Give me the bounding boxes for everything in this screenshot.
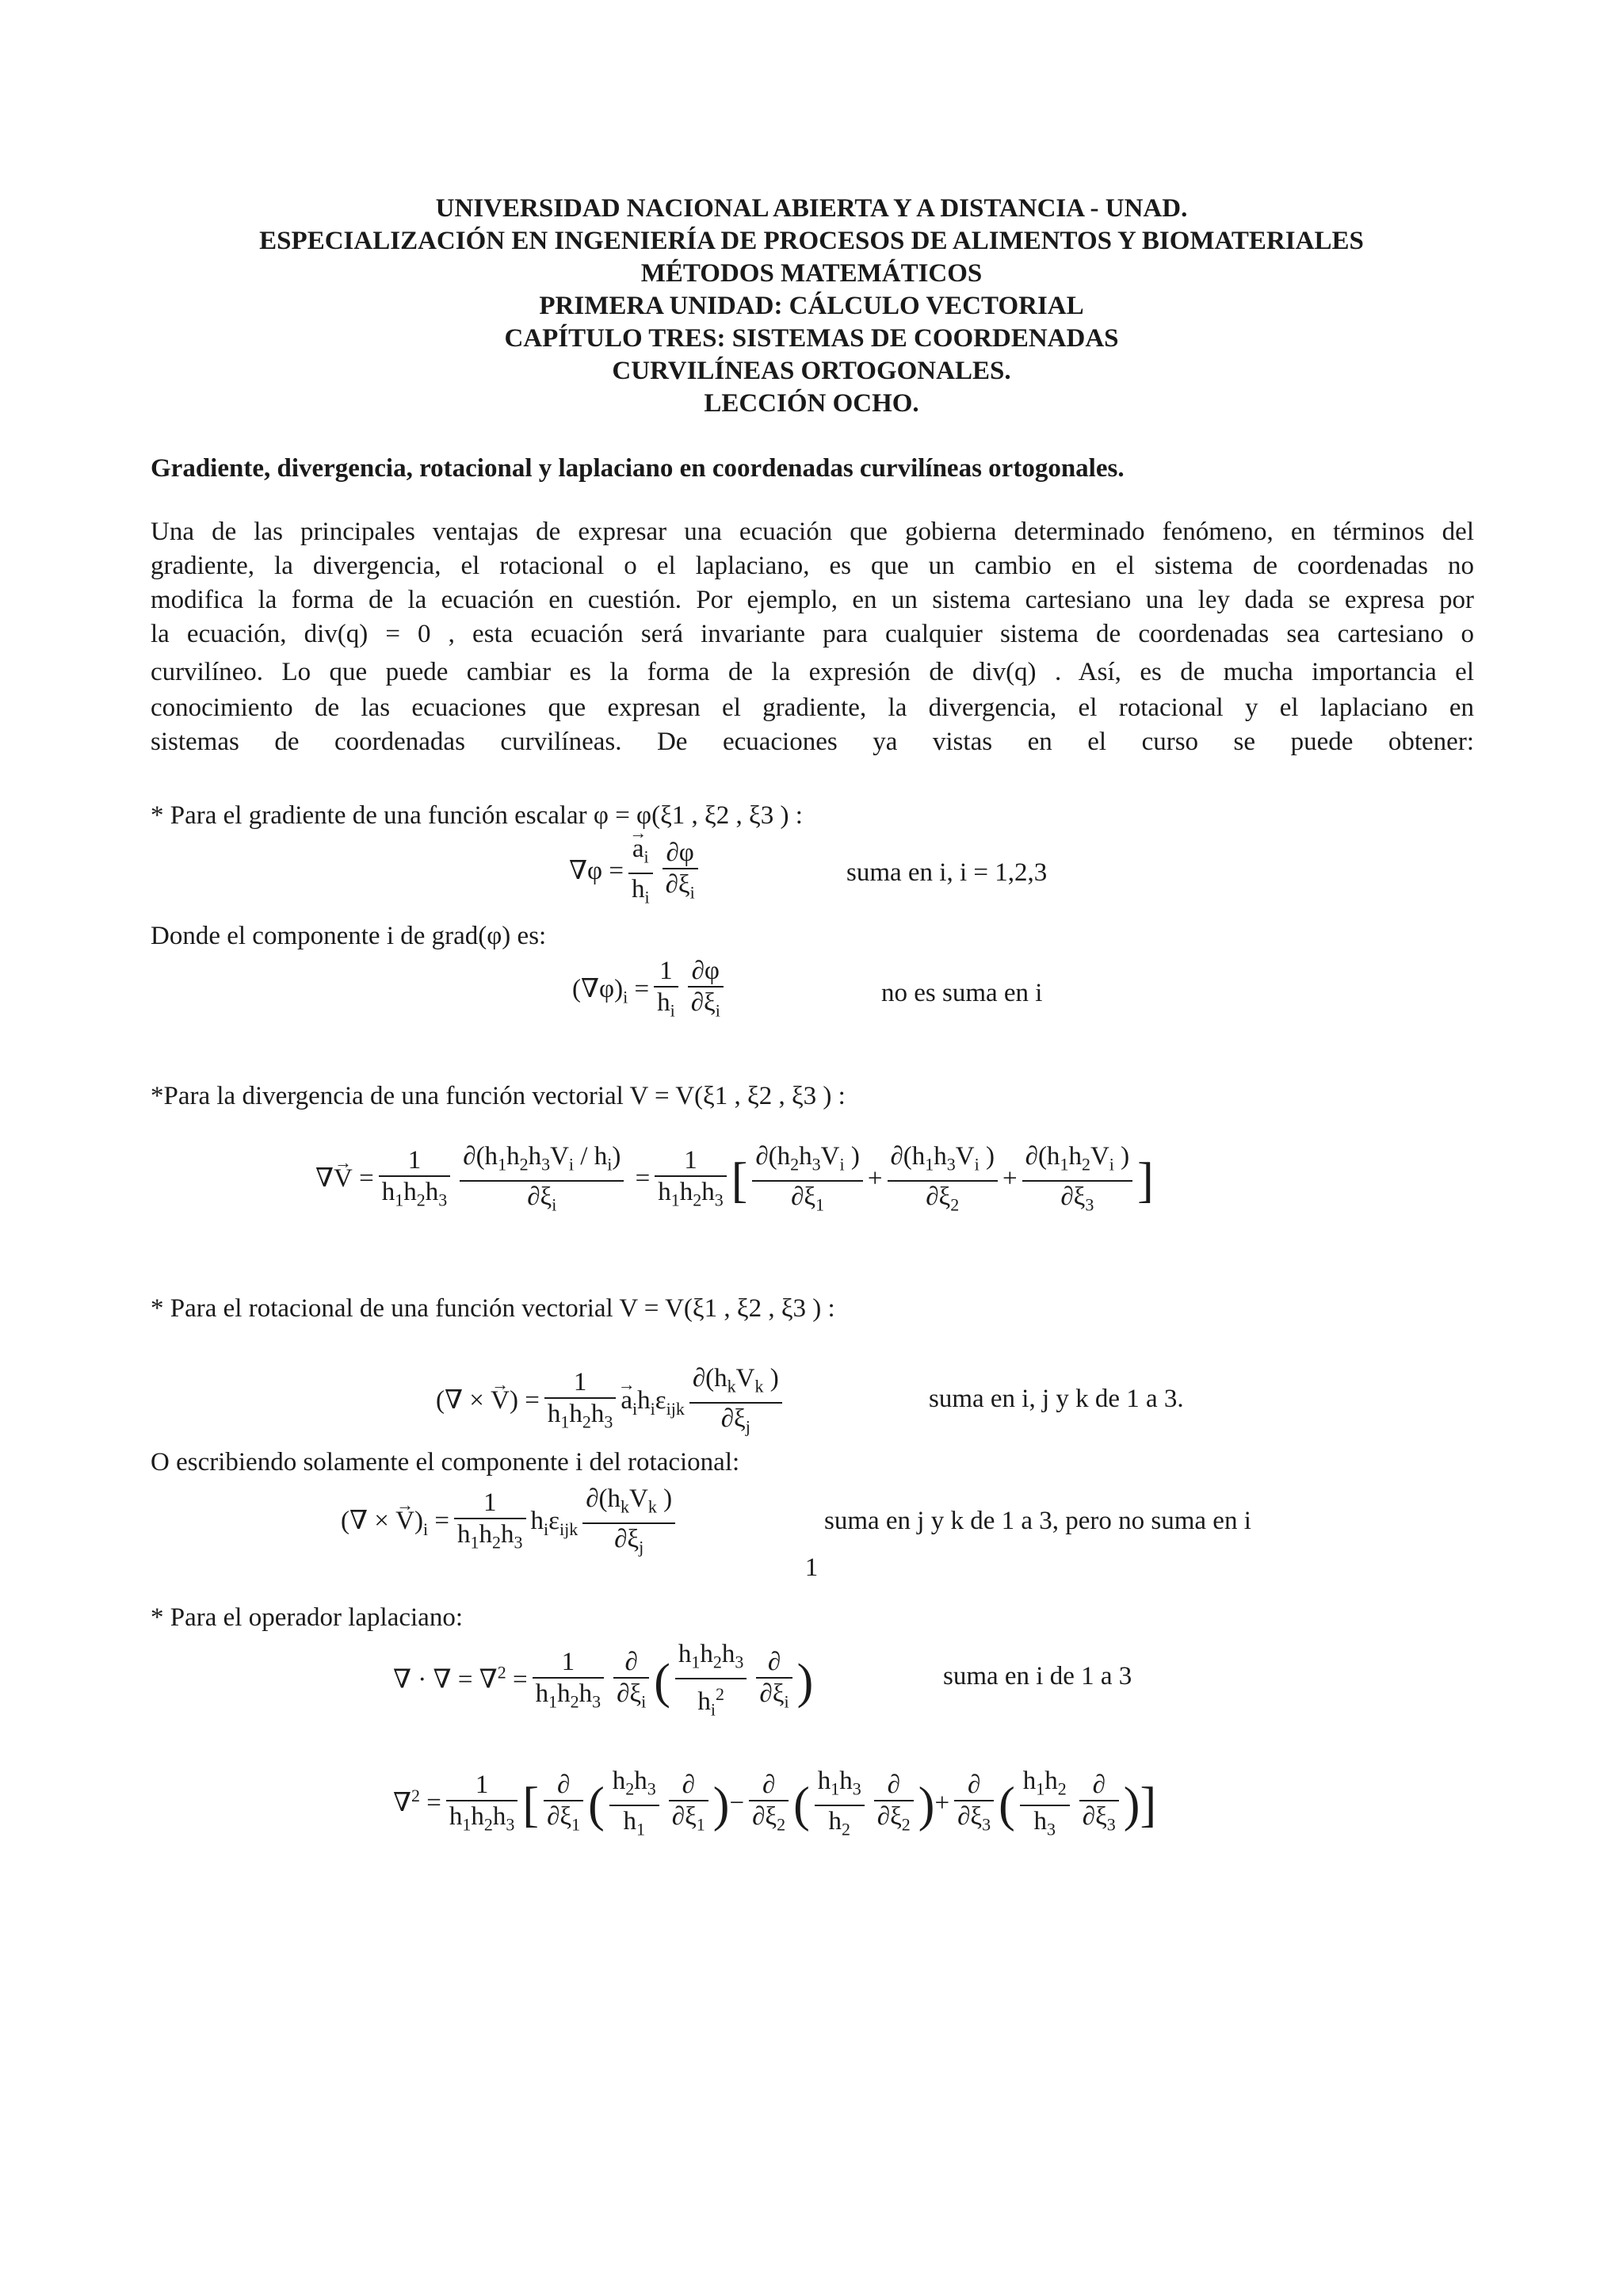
- laplacian-intro: * Para el operador laplaciano:: [151, 1603, 463, 1632]
- curl-component-intro: O escribiendo solamente el componente i del rotacional:: [151, 1448, 740, 1477]
- header-line-7: LECCIÓN OCHO.: [704, 389, 919, 418]
- gradient-eq1-note: suma en i, i = 1,2,3: [846, 858, 1048, 887]
- intro-line-1: Una de las principales ventajas de expresar una ecuación que gobierna determinado fenómeno, en términos del: [151, 518, 1474, 546]
- curl-equation: (∇ × → V) = $\frac{1}{h_1h_2h_3}$ → $a_ih_i\varepsilon_{ijk}$ $\frac{\partial(h_kV_k )}{\partial\xi_j}$: [436, 1363, 787, 1442]
- header-line-4: PRIMERA UNIDAD: CÁLCULO VECTORIAL: [539, 292, 1084, 320]
- gradient-component-intro: Donde el componente i de grad(φ) es:: [151, 922, 547, 950]
- intro-line-5: curvilíneo. Lo que puede cambiar es la forma de la expresión de div(q) . Así, es de mucha importancia el: [151, 658, 1474, 686]
- laplacian-equation: ∇ · ∇ = ∇$^2$ = $\frac{1}{h_1h_2h_3}$ $\frac{\partial}{\partial\xi_i}$ ( $\frac{h_1h_2h_3}{h_i^2}$ $\frac{\partial}{\partial\xi_i}$ ): [393, 1640, 814, 1720]
- curl-component-equation: (∇ × → $V)_i$ = $\frac{1}{h_1h_2h_3}$ $h_i\varepsilon_{ijk}$ $\frac{\partial(h_kV_k )}{\partial\xi_j}$: [341, 1484, 680, 1562]
- section-title: Gradiente, divergencia, rotacional y laplaciano en coordenadas curvilíneas ortogonales.: [151, 454, 1125, 483]
- page-number: 1: [804, 1553, 819, 1582]
- curl-eq1-note: suma en i, j y k de 1 a 3.: [929, 1385, 1184, 1413]
- header-line-2: ESPECIALIZACIÓN EN INGENIERÍA DE PROCESOS DE ALIMENTOS Y BIOMATERIALES: [259, 227, 1364, 255]
- gradient-eq2-note: no es suma en i: [881, 979, 1043, 1007]
- intro-line-6: conocimiento de las ecuaciones que expresan el gradiente, la divergencia, el rotacional y el laplaciano en: [151, 693, 1474, 722]
- header-line-3: MÉTODOS MATEMÁTICOS: [640, 259, 983, 288]
- gradient-intro: * Para el gradiente de una función escalar φ = φ(ξ1 , ξ2 , ξ3 ) :: [151, 801, 803, 830]
- gradient-equation: ∇φ = → $\frac{a_i}{h_i}$ $\frac{\partial\varphi}{\partial\xi_i}$: [569, 834, 703, 912]
- laplacian-expanded-equation: ∇$^2$ = $\frac{1}{h_1h_2h_3}$ [ $\frac{\partial}{\partial\xi_1}$ ( $\frac{h_2h_3}{h_1}$ $\frac{\partial}{\partial\xi_1}$ )− $\frac{\partial}{\partial\xi_2}$ ( $\frac{h_1h_3}{h_2}$ $\frac{\partial}{\partial\xi_2}$ )+ $\frac{\partial}{\partial\xi_3}$ ( $\frac{h_1h_2}{h_3}$ $\frac{\partial}{\partial\xi_3}$ )]: [393, 1767, 1157, 1839]
- intro-line-4: la ecuación, div(q) = 0 , esta ecuación será invariante para cualquier sistema de coordenadas sea cartesiano o: [151, 620, 1474, 648]
- header-line-5: CAPÍTULO TRES: SISTEMAS DE COORDENADAS: [504, 324, 1119, 353]
- intro-line-7: sistemas de coordenadas curvilíneas. De ecuaciones ya vistas en el curso se puede obtener:: [151, 728, 1474, 756]
- curl-intro: * Para el rotacional de una función vectorial V = V(ξ1 , ξ2 , ξ3 ) :: [151, 1294, 835, 1323]
- curl-eq2-note: suma en j y k de 1 a 3, pero no suma en i: [824, 1507, 1251, 1535]
- header-line-6: CURVILÍNEAS ORTOGONALES.: [612, 357, 1011, 385]
- divergence-equation: ∇→ V = $\frac{1}{h_1h_2h_3}$ $\frac{\partial(h_1h_2h_3V_i / h_i)}{\partial\xi_i}$ = $\frac{1}{h_1h_2h_3}$ [ $\frac{\partial(h_2h_3V_i )}{\partial\xi_1}$ + $\frac{\partial(h_1h_3V_i )}{\partial\xi_2}$ + $\frac{\partial(h_1h_2V_i )}{\partial\xi_3}$ ]: [315, 1141, 1154, 1220]
- gradient-component-equation: $(\nabla\varphi)_i$ = $\frac{1}{h_i}$ $\frac{\partial\varphi}{\partial\xi_i}$: [572, 956, 728, 1026]
- laplacian-eq1-note: suma en i de 1 a 3: [943, 1662, 1132, 1690]
- divergence-intro: *Para la divergencia de una función vectorial V = V(ξ1 , ξ2 , ξ3 ) :: [151, 1082, 846, 1110]
- intro-line-3: modifica la forma de la ecuación en cuestión. Por ejemplo, en un sistema cartesiano una ley dada se expresa por: [151, 586, 1474, 614]
- header-line-1: UNIVERSIDAD NACIONAL ABIERTA Y A DISTANCIA - UNAD.: [435, 194, 1188, 223]
- intro-line-2: gradiente, la divergencia, el rotacional o el laplaciano, es que un cambio en el sistema de coordenadas no: [151, 552, 1474, 580]
